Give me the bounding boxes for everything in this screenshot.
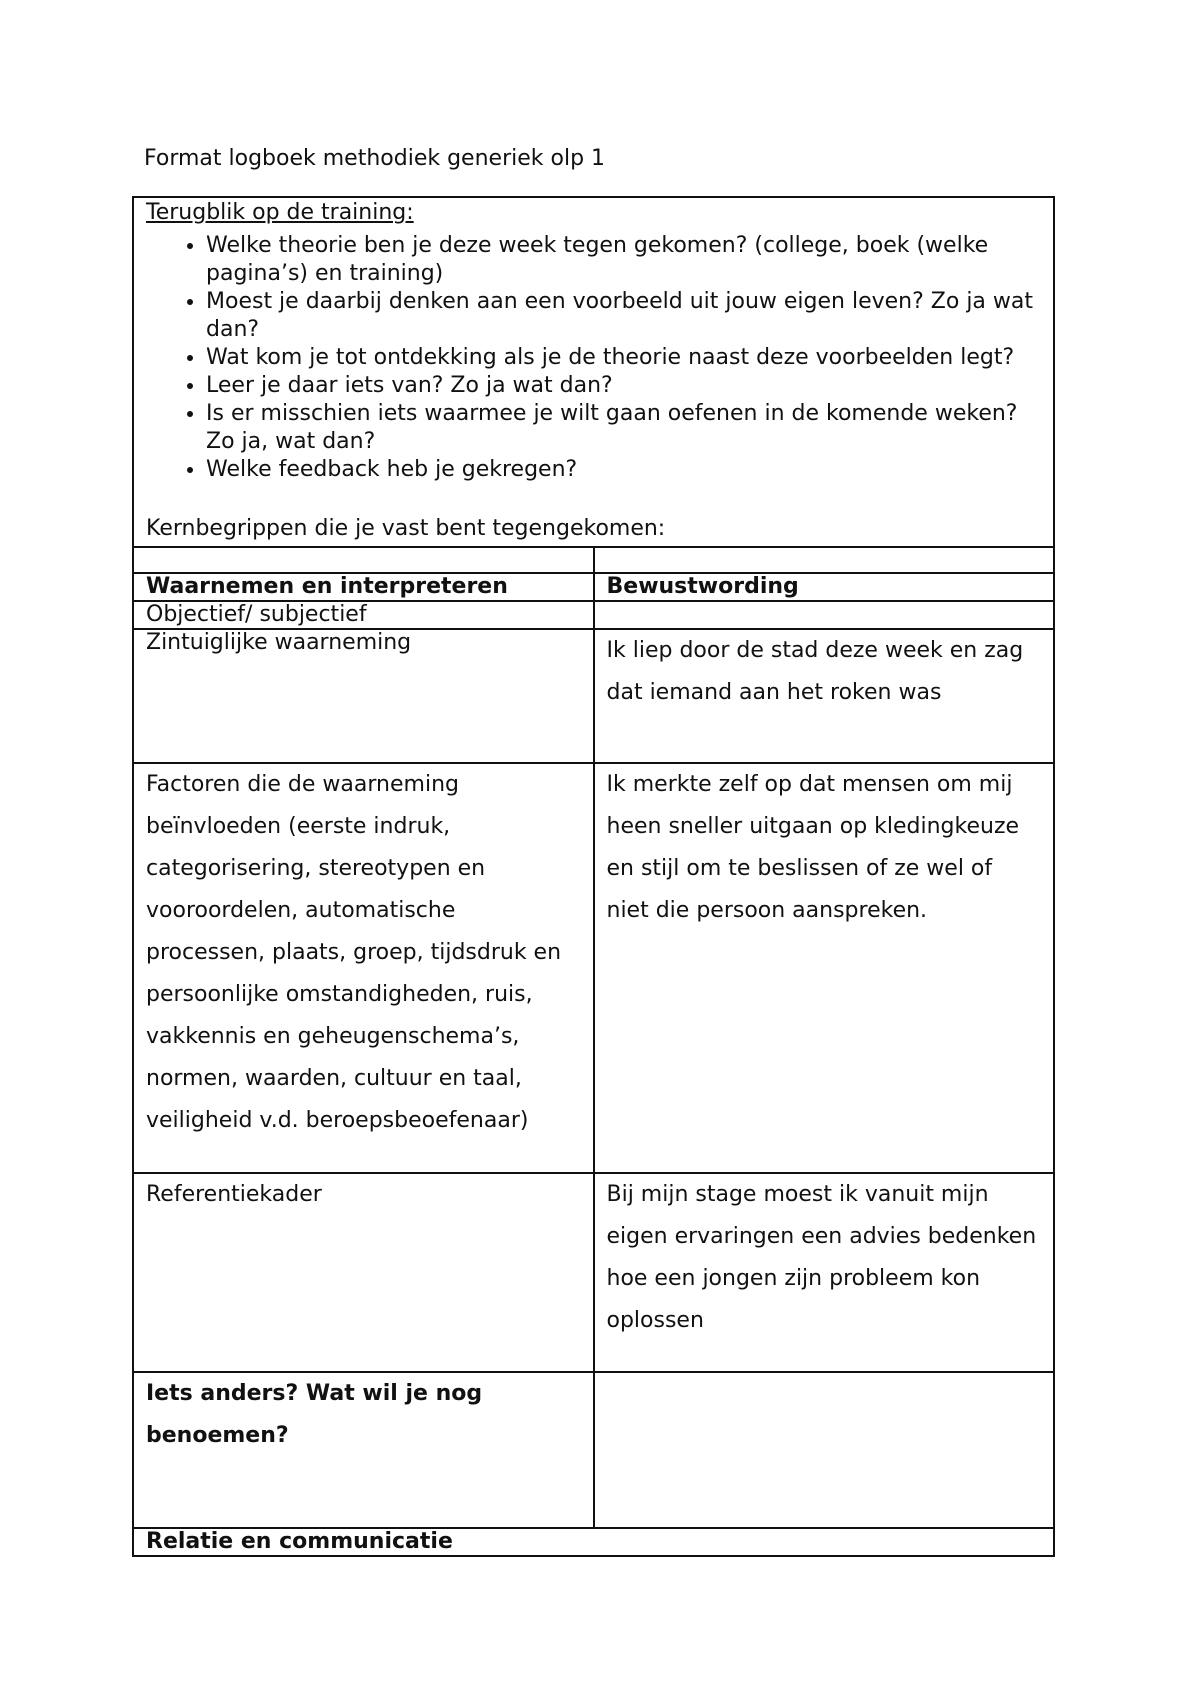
col2-header: Bewustwording bbox=[594, 573, 1055, 601]
row-answer: Ik merkte zelf op dat mensen om mij heen sneller uitgaan op kledingkeuze en stijl om te beslissen of ze wel of niet die persoon aanspreken. bbox=[594, 763, 1055, 1173]
row-label: Objectief/ subjectief bbox=[133, 601, 594, 629]
kernbegrippen-label: Kernbegrippen die je vast bent tegengekomen: bbox=[146, 516, 666, 541]
row-answer: Bij mijn stage moest ik vanuit mijn eigen ervaringen een advies bedenken hoe een jongen zijn probleem kon oplossen bbox=[594, 1173, 1055, 1372]
other-answer bbox=[594, 1372, 1055, 1528]
question-item: • Welke theorie ben je deze week tegen gekomen? (college, boek (welke pagina’s) en training) bbox=[206, 232, 1041, 288]
table-row bbox=[133, 1173, 1054, 1372]
empty-cell bbox=[133, 547, 594, 573]
row-answer: Ik liep door de stad deze week en zag dat iemand aan het roken was bbox=[594, 629, 1055, 763]
row-answer bbox=[594, 601, 1055, 629]
col1-header: Waarnemen en interpreteren bbox=[133, 573, 594, 601]
other-label: Iets anders? Wat wil je nog benoemen? bbox=[133, 1372, 594, 1528]
question-item: • Is er misschien iets waarmee je wilt gaan oefenen in de komende weken? Zo ja, wat dan? bbox=[206, 400, 1041, 456]
row-label: Factoren die de waarneming beïnvloeden (eerste indruk, categorisering, stereotypen en vooroordelen, automatische processen, plaats, groep, tijdsdruk en persoonlijke omstandigheden, ruis, vakkennis en geheugenschema’s, normen, waarden, cultuur en taal, veiligheid v.d. beroepsbeoefenaar) bbox=[133, 763, 594, 1173]
question-item: • Welke feedback heb je gekregen? bbox=[206, 456, 1041, 484]
logbook-table bbox=[132, 196, 1055, 1557]
table-row bbox=[133, 1372, 1054, 1528]
intro-cell bbox=[133, 197, 1054, 547]
header-row bbox=[133, 573, 1054, 601]
intro-row bbox=[133, 197, 1054, 547]
document-title: Format logboek methodiek generiek olp 1 bbox=[144, 146, 606, 171]
section2-header: Relatie en communicatie bbox=[133, 1528, 1054, 1556]
table-row bbox=[133, 601, 1054, 629]
section-header-row bbox=[133, 1528, 1054, 1556]
question-item: • Moest je daarbij denken aan een voorbeeld uit jouw eigen leven? Zo ja wat dan? bbox=[206, 288, 1041, 344]
table-row bbox=[133, 629, 1054, 763]
row-label: Zintuiglijke waarneming bbox=[133, 629, 594, 763]
table-row bbox=[133, 763, 1054, 1173]
row-label: Referentiekader bbox=[133, 1173, 594, 1372]
empty-row bbox=[133, 547, 1054, 573]
intro-heading: Terugblik op de training: bbox=[146, 200, 414, 225]
question-item: • Leer je daar iets van? Zo ja wat dan? bbox=[206, 372, 1041, 400]
question-list bbox=[146, 232, 1041, 484]
question-item: • Wat kom je tot ontdekking als je de theorie naast deze voorbeelden legt? bbox=[206, 344, 1041, 372]
empty-cell bbox=[594, 547, 1055, 573]
